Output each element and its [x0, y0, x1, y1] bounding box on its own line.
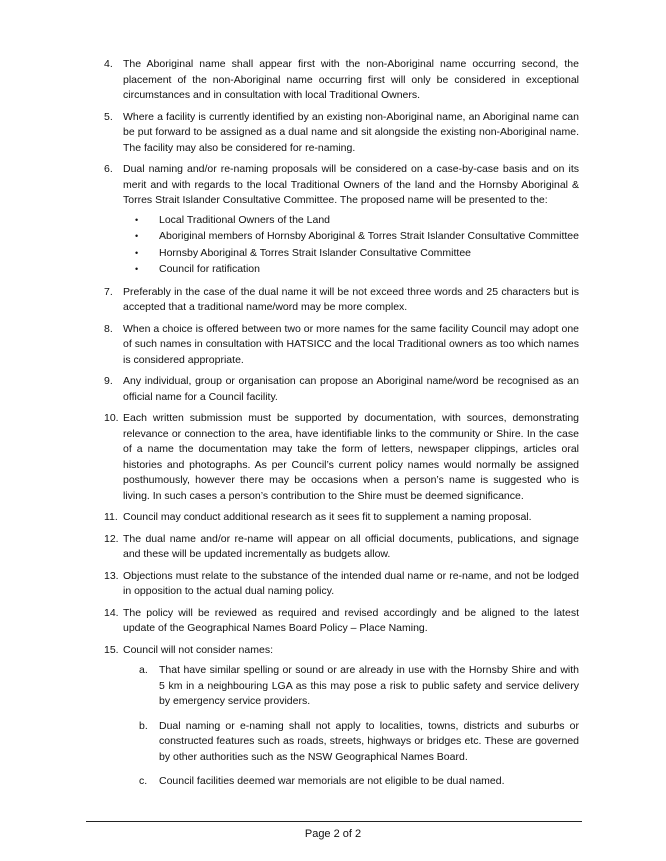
sub-item-label: c.: [139, 775, 148, 787]
item-number: 14.: [104, 606, 119, 619]
bullet-icon: •: [135, 231, 139, 241]
item-text: Council may conduct additional research as it sees fit to supplement a naming proposal.: [123, 511, 532, 523]
item-number: 10.: [104, 412, 119, 424]
bullet-text: Council for ratification: [159, 263, 260, 275]
bullet-item: [135, 229, 579, 245]
item-text: The dual name and/or re-name will appear on all official documents, publications, and signage and these will be updated incrementally as budgets allow.: [123, 532, 579, 560]
item-text: Preferably in the case of the dual name it will be not exceed three words and 25 characters but is accepted that a traditional name/word may be more complex.: [123, 285, 579, 313]
item-number: 15.: [104, 643, 119, 656]
sub-item-text: Dual naming or e-naming shall not apply to localities, towns, districts and suburbs or constructed features such as roads, streets, highways or bridges etc. These are governed by other authorities such as the NSW Geographical Names Board.: [159, 719, 579, 763]
item-number: 13.: [104, 569, 119, 582]
item-text: Where a facility is currently identified by an existing non-Aboriginal name, an Aboriginal name can be put forward to be assigned as a dual name and sit alongside the existing non-Aboriginal name. The facility may also be considered for re-naming.: [123, 110, 579, 154]
item-body: [123, 643, 579, 799]
list-item: [104, 532, 579, 563]
sub-item-label: a.: [139, 664, 148, 676]
bullet-item: [135, 262, 579, 278]
item-number: 4.: [104, 58, 113, 70]
item-text: Objections must relate to the substance of the intended dual name or re-name, and not be lodged in opposition to the actual dual naming policy.: [123, 569, 579, 597]
sub-item-text: Council facilities deemed war memorials are not eligible to be dual named.: [159, 775, 505, 787]
bullet-item: [135, 246, 579, 262]
item-text: Dual naming and/or re-naming proposals will be considered on a case-by-case basis and on its merit and with regards to the local Traditional Owners of the land and the Hornsby Aboriginal & Torres Strait Islander Consultative Committee. The proposed name will be presented to the:: [123, 163, 579, 206]
policy-list: [104, 57, 579, 805]
item-number: 7.: [104, 285, 113, 298]
item-text: The Aboriginal name shall appear first with the non-Aboriginal name occurring second, the placement of the non-Aboriginal name occurring first will only be considered in exceptional circumstances and in consultation with local Traditional Owners.: [123, 58, 579, 101]
bullet-list: [135, 213, 579, 278]
sub-list: [139, 663, 579, 790]
item-body: [123, 162, 579, 279]
sub-item-text: That have similar spelling or sound or are already in use with the Hornsby Shire and with 5 km in a neighbouring LGA as this may pose a risk to public safety and service delivery by emergency service providers.: [159, 664, 579, 707]
item-text: When a choice is offered between two or more names for the same facility Council may adopt one of such names in consultation with HATSICC and the local Traditional owners as too which names is considered appropriate.: [123, 322, 579, 366]
page-number: Page 2 of 2: [304, 828, 362, 840]
list-item: [104, 374, 579, 405]
item-number: 6.: [104, 163, 113, 175]
item-text: Any individual, group or organisation can propose an Aboriginal name/word be recognised as an official name for a Council facility.: [123, 375, 579, 403]
item-text: Council will not consider names:: [123, 643, 273, 656]
list-item: [104, 162, 579, 279]
list-item: [104, 606, 579, 637]
sub-item: [139, 774, 579, 790]
sub-item-label: b.: [139, 719, 148, 732]
sub-item: [139, 719, 579, 766]
bullet-icon: •: [135, 214, 139, 225]
item-number: 11.: [104, 511, 118, 523]
bullet-icon: •: [135, 264, 139, 274]
bullet-item: [135, 213, 579, 229]
list-item: [104, 285, 579, 316]
item-text: The policy will be reviewed as required and revised accordingly and be aligned to the latest update of the Geographical Names Board Policy – Place Naming.: [123, 606, 579, 634]
list-item: [104, 569, 579, 600]
item-text: Each written submission must be supported by documentation, with sources, demonstrating relevance or connection to the area, have identifiable links to the community or Shire. In the case of a name the documentation may take the form of letters, newspaper clippings, articles oral histories and photographs. As per Council’s current policy names would normally be assigned posthumously, however there may be occasions when a person’s name is suggested who is living. In such cases a person’s contribution to the Shire must be deemed significance.: [123, 412, 579, 502]
item-number: 9.: [104, 375, 113, 387]
list-item: [104, 57, 579, 104]
item-number: 12.: [104, 532, 119, 545]
list-item: [104, 110, 579, 157]
item-number: 8.: [104, 322, 113, 335]
item-number: 5.: [104, 110, 113, 123]
bullet-text: Hornsby Aboriginal & Torres Strait Islander Consultative Committee: [159, 246, 472, 259]
list-item: [104, 643, 579, 799]
list-item: [104, 411, 579, 504]
bullet-icon: •: [135, 247, 139, 258]
sub-item: [139, 663, 579, 710]
list-item: [104, 322, 579, 369]
bullet-text: Aboriginal members of Hornsby Aboriginal & Torres Strait Islander Consultative Committee: [159, 230, 579, 242]
footer-divider: [86, 821, 582, 822]
list-item: [104, 510, 579, 526]
bullet-text: Local Traditional Owners of the Land: [159, 213, 331, 226]
